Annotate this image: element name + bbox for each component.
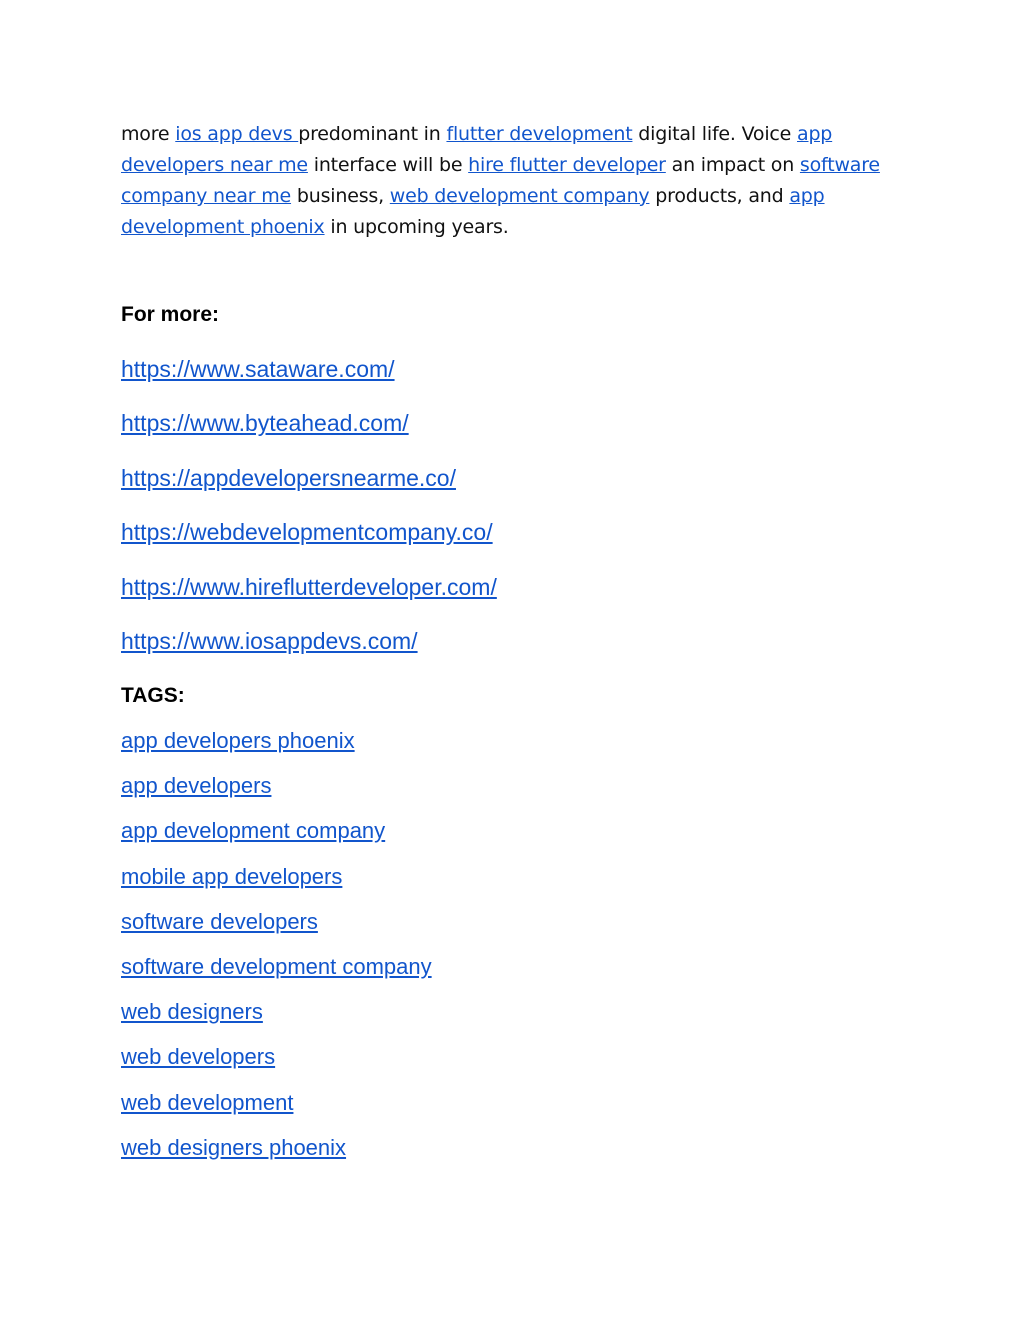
list-item (121, 626, 497, 680)
tag-link[interactable]: web development (121, 1089, 294, 1115)
intro-text: business, (291, 185, 390, 207)
url-link-byteahead[interactable]: https://www.byteahead.com/ (121, 410, 409, 437)
list-item (121, 1043, 432, 1088)
tag-link[interactable]: web developers (121, 1044, 276, 1070)
list-item (121, 1089, 432, 1134)
link-web-development-company[interactable]: web development company (389, 185, 650, 207)
link-app-developers-near-me[interactable]: app developers near me (121, 123, 833, 176)
tag-link[interactable]: web designers (121, 999, 263, 1025)
intro-text: digital life. Voice (632, 123, 797, 145)
intro-text: more (121, 123, 176, 145)
intro-text: in upcoming years. (324, 216, 509, 238)
url-link-appdevelopersnearme[interactable]: https://appdevelopersnearme.co/ (121, 464, 456, 491)
tag-link[interactable]: app developers (121, 773, 272, 799)
intro-text: products, and (649, 185, 790, 207)
url-list (121, 354, 497, 680)
link-software-company-near-me[interactable]: software company near me (121, 154, 880, 207)
link-hire-flutter-developer[interactable]: hire flutter developer (468, 154, 666, 176)
list-item (121, 354, 497, 408)
url-link-sataware[interactable]: https://www.sataware.com/ (121, 356, 395, 382)
link-flutter-development[interactable]: flutter development (446, 123, 633, 145)
list-item (121, 772, 432, 817)
list-item (121, 817, 432, 862)
list-item (121, 517, 497, 571)
tag-link[interactable]: mobile app developers (121, 863, 343, 889)
intro-text: an impact on (665, 154, 800, 176)
tag-list (121, 727, 432, 1179)
list-item (121, 863, 432, 908)
list-item (121, 572, 497, 626)
tag-link[interactable]: app development company (121, 818, 386, 844)
link-ios-app-devs[interactable]: ios app devs (175, 123, 299, 145)
list-item (121, 727, 432, 772)
tag-link[interactable]: software developers (121, 908, 318, 934)
url-link-hireflutterdeveloper[interactable]: https://www.hireflutterdeveloper.com/ (121, 573, 497, 600)
tag-link[interactable]: software development company (121, 953, 432, 979)
tags-heading: TAGS: (121, 684, 185, 707)
tag-link[interactable]: web designers phoenix (121, 1134, 347, 1160)
intro-paragraph (121, 119, 911, 243)
tag-link[interactable]: app developers phoenix (121, 728, 355, 753)
list-item (121, 463, 497, 517)
url-link-webdevelopmentcompany[interactable]: https://webdevelopmentcompany.co/ (121, 519, 493, 546)
list-item (121, 1134, 432, 1179)
url-link-iosappdevs[interactable]: https://www.iosappdevs.com/ (121, 627, 418, 654)
list-item (121, 408, 497, 462)
list-item (121, 998, 432, 1043)
intro-text: predominant in (298, 123, 447, 145)
link-app-development-phoenix[interactable]: app development phoenix (121, 185, 825, 238)
list-item (121, 908, 432, 953)
list-item (121, 953, 432, 998)
for-more-heading: For more: (121, 303, 220, 326)
intro-text: interface will be (307, 154, 469, 176)
